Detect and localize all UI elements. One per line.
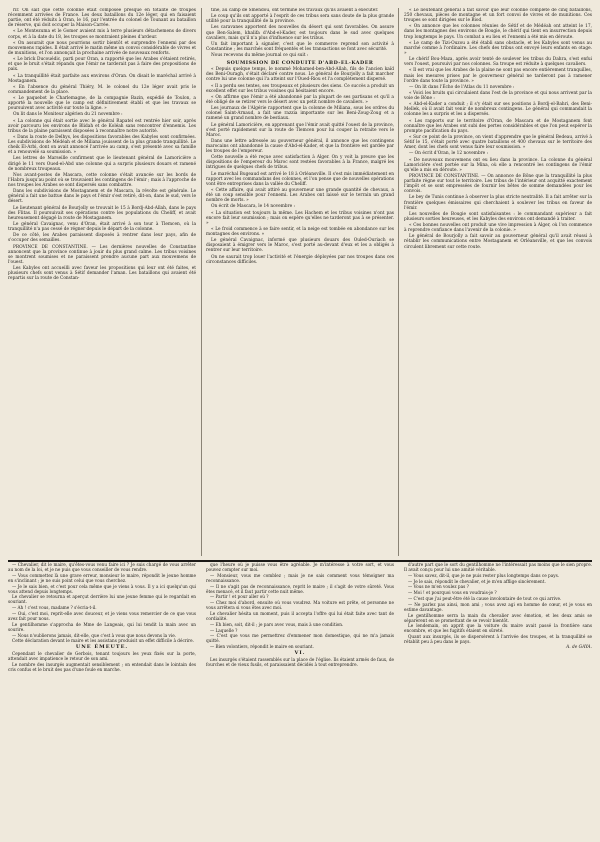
paragraph: « On assurait que nous pourrions sortir bientôt et surprendre l'ennemi par des mouvemens rapides. Il était arrivé le matin même un convoi considérable de vivres et de munitions, et l'on annonçait la prochaine arrivée de nouveaux renforts.: [8, 40, 196, 56]
paragraph: Le chérif Bou-Maza, après avoir tenté de soulever les tribus du Dahra, s'est enfui vers l'ouest, poursuivi par nos colonnes. Sa troupe est réduite à quelques cavaliers.: [404, 57, 592, 68]
feuilleton-paragraph: — Partir ! et pour aller où ?: [210, 594, 269, 600]
paragraph: « La colonne qui était sortie avec le général Rapatel est rentrée hier soir, après avoir parcouru les environs de Blidah et de Koléah sans rencontrer d'ennemis. Les tribus de la plaine paraissent disposées à reconnaître notre autorité.: [8, 118, 196, 134]
paragraph: « Le lieutenant général a fait savoir que leur colonne complète de cinq bataillons, 250 chevaux, pièces de montagne et un fort convoi de vivres et de munitions. Ces troupes se sont dirigées sur le Biod.: [404, 8, 592, 24]
paragraph: « Voici les bruits qui circulaient dans l'est de la province et qui nous arrivent par la voie de Bône :: [404, 90, 592, 102]
paragraph: Le général Lamoricière, en apprenant que l'émir avait quitté l'ouest de la province, s'est porté rapidement sur la route de Tlemcen pour lui couper la retraite vers le Maroc.: [206, 122, 394, 138]
feuilleton-paragraph: — Ne parlez pas ainsi, mon ami ; vous avez agi en homme de cœur, et je vous en estime davantage.: [404, 601, 592, 612]
paragraph: Le général Cavaignac, venu d'Oran, était arrivé à son tour à Tlemcen, où la tranquillité n'a pas cessé de régner depuis le départ de la colonne.: [8, 221, 196, 233]
column-rule: [201, 8, 202, 556]
paragraph: On ne saurait trop louer l'activité et l'énergie déployées par nos troupes dans ces circonstances difficiles.: [206, 254, 394, 265]
section-heading: SOUMISSION DE CONDUITE D'ABD-EL-KADER: [226, 60, 374, 67]
paragraph: — On lit dans l'Écho de l'Atlas du 11 novembre :: [409, 84, 515, 90]
feuilleton-paragraph: que l'heure où je puisse vous être agréable. Je m'intéresse à votre sort, et vous pouvez compter sur moi.: [206, 562, 394, 572]
paragraph: On lit dans le Moniteur algérien du 21 novembre :: [13, 112, 123, 118]
paragraph: Le coup qu'ils ont apporté à l'esprit de ces tribus sera sans doute de la plus grande utilité pour la tranquillité de la province.: [206, 14, 394, 25]
feuilleton-paragraph: Cette déclaration devant le maire et les assistans produisit un effet difficile à décrire.: [12, 638, 194, 644]
paragraph: tine, au camp de Smendou, ont terminé les travaux qu'ils avaient à exécuter.: [211, 8, 379, 13]
paragraph: « Les rapports sur le territoire d'Oran, de Mascara et de Mostaganem font connaître que les Arabes ont subi des pertes considérables et que l'on peut espérer la prompte pacification du pays.: [404, 118, 592, 134]
feuilleton-paragraph: — Bien volontiers, répondit le maire en souriant.: [210, 644, 314, 650]
feuilleton-paragraph: Le gentilhomme serra la main du chevalier avec émotion, et les deux amis se séparèrent en se promettant de se revoir bientôt.: [404, 612, 592, 623]
feuilleton-paragraph: Quant aux insurgés, ils se dispersèrent à l'arrivée des troupes, et la tranquillité se rétablit peu à peu dans le pays.: [404, 634, 592, 645]
paragraph: Le bey de Tunis continue à observer la plus stricte neutralité. Il a fait arrêter sur la frontière quelques émissaires qui cherchaient à soulever les tribus en faveur de l'émir.: [404, 195, 592, 211]
paragraph: Nos avant-postes de Mascara, cette colonne s'était avancée sur les bords de l'Habra jusqu'au point où se trouvaient les contingens de l'émir ; mais à l'approche de nos troupes les Arabes se sont dispersés sans combattre.: [8, 172, 196, 189]
paragraph: « Le paquebot le Charlemagne, de la compagnie Bazin, expédié de Toulon, a apporté la nouvelle que le camp est définitivement établi et que les travaux se poursuivent avec activité sur toute la ligne. »: [8, 96, 196, 112]
paragraph: Le général de Bourjolly a fait savoir au gouverneur général qu'il avait réussi à rétablir les communications entre Mostaganem et Orléansville, et que les convois circulent librement sur cette route.: [404, 234, 592, 250]
feuilleton-paragraph: — Chevalier, dit le maire, qu'êtes-vous venu faire ici ? Je suis chargé de vous arrêter au nom de la loi, et je ne puis que vous conseiller de vous rendre.: [8, 562, 196, 572]
feuilleton-columns: [8, 562, 592, 826]
feuilleton-paragraph: Le nombre des insurgés augmentait sensiblement ; on entendait dans le lointain des cris confus et le bruit des pas d'une foule en marche.: [8, 662, 196, 673]
paragraph: « Le camp de Tizi-Ouzou a été établi sans obstacle, et les Kabyles sont venus au marché comme à l'ordinaire. Les chefs des tribus ont envoyé leurs enfants en otage. »: [404, 40, 592, 56]
news-column-3: [404, 8, 592, 556]
column-rule: [398, 8, 399, 556]
paragraph: rir. On sait que cette colonne était composée presque en totalité de troupes récemment arrivées de France. Les deux bataillons du 12e léger, qui en faisaient partie, ont été réduits à Oran, le 16, par l'entrée du colonel de Tounant au bataillon de réserve, qui doit occuper la Maison-Carrée.: [8, 8, 196, 29]
chapter-heading: UNE ÉMEUTE.: [75, 644, 129, 651]
feuilleton-paragraph: d'autre part que le sort du gentilhomme ne l'intéressait pas moins que le sien propre. Il avait conçu pour lui une amitié véritable.: [404, 562, 592, 572]
paragraph: « Depuis quelque temps, le nommé Mohamed-ben-Abd-Allah, fils de l'ancien kaïd des Beni-Ouragh, s'était déclaré contre nous. Le général de Bourjolly a fait marcher contre lui une colonne qui l'a atteint sur l'Oued-Riou et l'a complètement dispersé.: [206, 67, 394, 83]
feuilleton-paragraph: — Chez moi d'abord, ensuite où vous voudrez. Ma voiture est prête, et personne ne vous arrêtera si vous êtes avec moi.: [206, 600, 394, 611]
feuilleton-paragraph: — Vous savez, dit-il, que je ne puis rester plus longtemps dans ce pays.: [408, 572, 560, 578]
paragraph: « La tranquillité était parfaite aux environs d'Oran. On disait le maréchal arrivé à Mostaganem.: [8, 73, 196, 84]
feuilleton-paragraph: — Vous ne m'en voulez pas ?: [408, 584, 469, 590]
feuilleton-paragraph: Cependant le chevalier de Gerbois, tenant toujours les yeux fixés sur la porte, attendait avec impatience le retour de son ami.: [8, 651, 196, 662]
feuilleton-column-2: [206, 562, 394, 826]
feuilleton-paragraph: Le lendemain, on apprit que la voiture du maire avait passé la frontière sans encombre, et que les fugitifs étaient en sûreté.: [404, 623, 592, 634]
paragraph: « Dans la route de Delhys, les dispositions favorables des Kabyles sont confirmées. Les subdivisions de Médéah et de Miliana jouissent de la plus grande tranquillité. Le cheik El-Arbi, dont on avait annoncé l'arrivée au camp, s'est présenté avec sa famille et a renouvelé sa soumission. »: [8, 135, 196, 156]
feuilleton-paragraph: — Ah ! c'est vous, madame ? s'écria-t-il.: [12, 605, 97, 611]
author-signature: A. de GAYA.: [566, 645, 592, 651]
feuilleton-paragraph: — Nous n'oublierons jamais, dit-elle, que c'est à vous que nous devons la vie.: [12, 632, 177, 638]
feuilleton-paragraph: — Monsieur, vous me comblez ; mais je ne sais comment vous témoigner ma reconnaissance.: [206, 572, 394, 583]
paragraph: Le lieutenant général de Bourjolly se trouvait le 15 à Bordj-Abd-Allah, dans le pays des Flitas. Il poursuivait ses opérations contre les populations du Cheliff, et avait heureusement dégagé la route de Mostaganem.: [8, 205, 196, 221]
paragraph: Le général Cavaignac, informé que plusieurs douars des Ouled-Ouriach se disposaient à émigrer vers le Maroc, s'est porté au-devant d'eux et les a obligés à rentrer sur leur territoire.: [206, 238, 394, 254]
paragraph: PROVINCE DE CONSTANTINE. — On annonce de Bône que la tranquillité la plus parfaite règne sur tout le territoire. Les tribus de l'intérieur ont acquitté exactement l'impôt et se sont empressées de fournir les bêtes de somme demandées pour les convois.: [404, 173, 592, 195]
feuilleton-paragraph: — Il ne s'agit pas de reconnaissance, reprit le maire ; il s'agit de votre sûreté. Vous êtes menacé, et il faut partir cette nuit même.: [206, 583, 394, 594]
paragraph: « Ces bonnes nouvelles ont produit une vive impression à Alger, où l'on commence à reprendre confiance dans l'avenir de la colonie. »: [404, 223, 592, 234]
paragraph: « Il est vrai que les Arabes de la plaine ne sont pas encore entièrement tranquilles, mais les mesures prises par le gouverneur général ne tarderont pas à ramener l'ordre dans toute la province. »: [404, 68, 592, 84]
paragraph: De ce côté, les Arabes paraissent disposés à rentrer dans leur pays, afin de s'occuper des semailles.: [8, 233, 196, 244]
paragraph: « Le Montezuma et le Gomer avaient mis à terre plusieurs détachemens de divers corps, et à la date du 18, les troupes se montraient pleines d'ardeur.: [8, 29, 196, 40]
paragraph: — On écrit d'Oran, le 12 novembre :: [409, 151, 489, 157]
feuilleton-paragraph: — Vous commettez là une grave erreur, monsieur le maire, répondit le jeune homme en s'inclinant ; je ne suis point celui que vous cherchez.: [8, 572, 196, 583]
feuilleton-paragraph: — C'est que vous me permettrez d'emmener mon domestique, qui ne m'a jamais quitté.: [206, 633, 394, 644]
paragraph: Les lettres de Marseille confirment que le lieutenant général de Lamoricière a dirigé le 11 vers Oued-el-Abd une colonne qui a surpris plusieurs douars et ramené de nombreux troupeaux.: [8, 156, 196, 172]
feuilleton-paragraph: — Je le sais bien, et c'est pour cela même que je viens à vous. Il y a ici quelqu'un qui vous attend depuis longtemps.: [8, 583, 196, 594]
feuilleton-paragraph: Le chevalier se retourna et aperçut derrière lui une jeune femme qui le regardait en souriant.: [8, 594, 196, 605]
paragraph: « Il a perdu ses tentes, ses troupeaux et plusieurs des siens. Ce succès a produit un excellent effet sur les tribus voisines qui hésitaient encore.: [206, 83, 394, 94]
feuilleton-column-3: [404, 562, 592, 826]
paragraph: Les journaux de l'Algérie rapportent que la colonne de Miliana, sous les ordres du colonel Saint-Arnaud, a fait une razzia importante sur les Beni-Zoug-Zoug et a ramené un grand nombre de bestiaux.: [206, 106, 394, 122]
paragraph: « Cette affaire, qui avait attiré au gouverneur une grande quantité de chevaux, a été un coup sensible pour l'ennemi. Les Arabes ont laissé sur le terrain un grand nombre de morts. »: [206, 188, 394, 204]
news-column-2: [206, 8, 394, 556]
feuilleton-column-1: [8, 562, 196, 826]
paragraph: Un fait important à signaler, c'est que le commerce reprend son activité à Constantine ; les marchés sont fréquentés et les transactions se font avec sécurité.: [206, 41, 394, 52]
paragraph: « Le froid commence à se faire sentir, et la neige est tombée en abondance sur les montagnes des environs. »: [206, 226, 394, 238]
paragraph: Les caravanes apportent des nouvelles du désert qui sont favorables. On assure que Ben-Salem, khalifa d'Abd-el-Kader, est toujours dans le sud avec quelques cavaliers, mais qu'il n'a plus d'influence sur les tribus.: [206, 25, 394, 41]
feuilleton-paragraph: Les insurgés s'étaient rassemblés sur la place de l'église. Ils étaient armés de faux, de fourches et de vieux fusils, et paraissaient décidés à tout entreprendre.: [206, 657, 394, 668]
chapter-heading: VI.: [294, 650, 306, 657]
paragraph: « Le brick Ducouédic, parti pour Oran, a rapporté que les Arabes s'étaient retirés, et que le bruit s'était répandu que l'émir ne tarderait pas à faire des propositions de paix.: [8, 57, 196, 73]
feuilleton-paragraph: — Je le sais, répondit le chevalier, et je m'en afflige sincèrement.: [408, 578, 546, 584]
feuilleton-paragraph: — Laquelle ?: [210, 627, 238, 633]
feuilleton-paragraph: — Moi ! et pourquoi vous en voudrais-je ?: [408, 590, 497, 596]
paragraph: « Abd-el-Kader a conduit ; il s'y était sur ses positions à Bordj-el-Bahri, des Beni-Mellek, où il avait fait venir de nombreux contingens. Le général qui commandait la colonne les a surpris et les a dispersés.: [404, 102, 592, 118]
paragraph: « On annonce que les colonnes réunies de Sétif et de Médéah ont atteint le 17, dans les montagnes des environs de Bougie, le chérif qui tient en insurrection depuis trop longtemps le pays. Un combat a eu lieu et l'ennemi a été mis en déroute.: [404, 24, 592, 40]
feuilleton-paragraph: — Eh bien, soit, dit-il ; je pars avec vous, mais à une condition.: [210, 621, 344, 627]
paragraph: « On affirme que l'émir a été abandonné par la plupart de ses partisans et qu'il a été obligé de se retirer vers le désert avec un petit nombre de cavaliers. »: [206, 94, 394, 105]
paragraph: « La situation est toujours la même. Les Hachem et les tribus voisines n'ont pas encore fait leur soumission ; mais on espère qu'elles ne tarderont pas à se présenter. »: [206, 210, 394, 226]
paragraph: Le maréchal Bugeaud est arrivé le 18 à Orléansville. Il s'est mis immédiatement en rapport avec les commandans des colonnes, et l'on pense que de nouvelles opérations vont être entreprises dans la vallée du Cheliff.: [206, 171, 394, 187]
feuilleton-section: [8, 560, 592, 826]
paragraph: Nous recevons du même journal ce qui suit :: [211, 53, 309, 59]
paragraph: Les Kabyles ont accueilli avec faveur les propositions qui leur ont été faites, et plusieurs chefs sont venus à Sétif demander l'aman. Les bataillons qui avaient été repartis sur la route de Constan-: [8, 266, 196, 282]
feuilleton-paragraph: Le gentilhomme s'approcha de Mme de Langeais, qui lui tendit la main avec un sourire.: [8, 621, 196, 632]
feuilleton-paragraph: Le chevalier hésita un moment, puis il accepta l'offre qui lui était faite avec tant de cordialité.: [206, 610, 394, 621]
paragraph: « De nouveaux mouvemens ont eu lieu dans la province. La colonne du général Lamoricière s'est portée sur la Mina, où elle a rencontré les contingens de l'émir qu'elle a mis en déroute. »: [404, 157, 592, 173]
paragraph: Dans les subdivisions de Mostaganem et de Mascara, la révolte est générale. Le général a fait une battue dans le pays et l'émir s'est retiré, dit-on, dans le sud, vers le désert.: [8, 189, 196, 205]
paragraph: PROVINCE DE CONSTANTINE. — Les dernières nouvelles de Constantine annoncent que la province continue à jouir du plus grand calme. Les tribus voisines se montrent soumises et ne paraissent prendre aucune part aux mouvemens de l'ouest.: [8, 244, 196, 265]
paragraph: « En l'absence du général Thiéry, M. le colonel du 12e léger avait pris le commandement de la place.: [8, 84, 196, 95]
newspaper-page: [8, 8, 592, 826]
feuilleton-paragraph: — Oui, c'est moi, reprit-elle avec douceur, et je viens vous remercier de ce que vous avez fait pour nous.: [8, 610, 196, 621]
paragraph: Dans une lettre adressée au gouverneur général, il annonce que les contingens marocains ont abandonné la cause d'Abd-el-Kader, et que la frontière est gardée par les troupes de l'empereur.: [206, 138, 394, 155]
news-columns: [8, 8, 592, 556]
paragraph: On écrit de Mascara, le 14 novembre :: [211, 204, 295, 210]
paragraph: « Sur ce point de la province, on vient d'apprendre que le général Bedeau, arrivé à Sétif le 15, s'était porté avec quatre bataillons et 400 chevaux sur le territoire des Amer, dont les chefs sont venus faire leur soumission. »: [404, 135, 592, 151]
paragraph: Les nouvelles de Bougie sont satisfaisantes : le commandant supérieur a fait plusieurs sorties heureuses, et les Kabyles des environs ont demandé à traiter.: [404, 211, 592, 222]
feuilleton-paragraph: — C'est que j'ai peut-être été la cause involontaire de tout ce qui arrive.: [408, 595, 562, 601]
news-column-1: [8, 8, 196, 556]
paragraph: Cette nouvelle a été reçue avec satisfaction à Alger. On y voit la preuve que les dispositions de l'empereur du Maroc sont restées favorables à la France, malgré les intrigues de quelques chefs de tribus.: [206, 155, 394, 171]
